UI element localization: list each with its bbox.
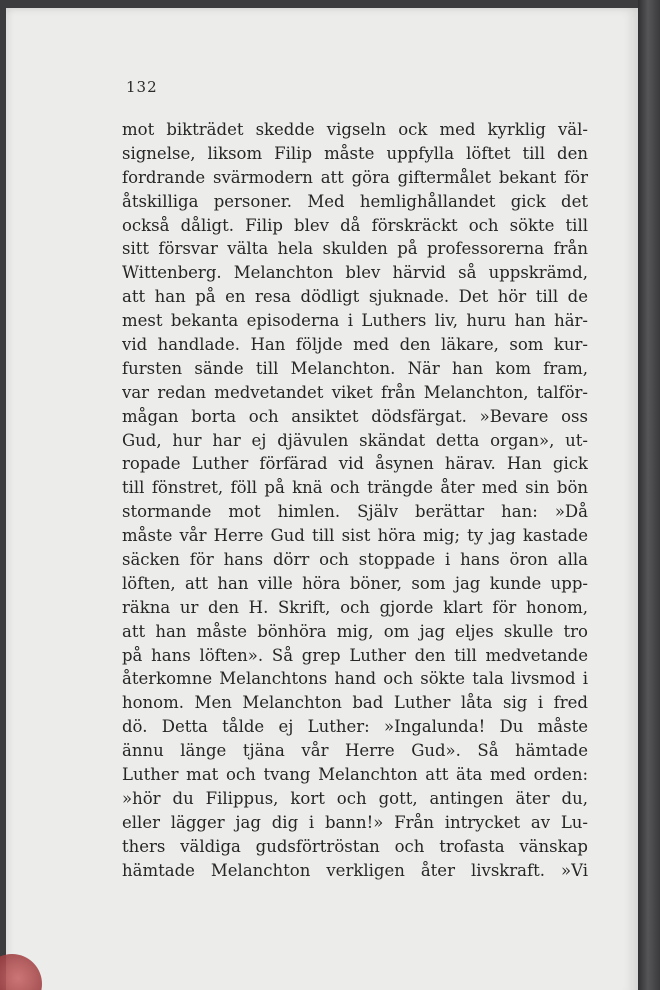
paper-page xyxy=(6,8,638,990)
text-line: thers väldiga gudsförtröstan och trofasta vänskap xyxy=(122,836,588,856)
text-line: dö. Detta tålde ej Luther: »Ingalunda! Du måste xyxy=(122,717,588,737)
text-line: signelse, liksom Filip måste uppfylla löftet till den xyxy=(122,143,588,163)
text-line: vid handlade. Han följde med den läkare, som kur- xyxy=(122,335,588,355)
text-line: stormande mot himlen. Själv berättar han: »Då xyxy=(122,502,588,522)
text-line: på hans löften». Så grep Luther den till medvetande xyxy=(122,645,588,665)
text-line: fordrande svärmodern att göra giftermålet bekant för xyxy=(122,167,588,187)
book-spine-edge xyxy=(638,0,660,990)
text-line: också dåligt. Filip blev då förskräckt och sökte till xyxy=(122,215,588,235)
text-line: säcken för hans dörr och stoppade i hans öron alla xyxy=(122,550,588,570)
body-text xyxy=(122,118,588,883)
text-line: löften, att han ville höra böner, som jag kunde upp- xyxy=(122,573,588,593)
text-line: hämtade Melanchton verkligen åter livskraft. »Vi xyxy=(122,860,588,880)
text-line: till fönstret, föll på knä och trängde åter med sin bön xyxy=(122,478,588,498)
text-line: honom. Men Melanchton bad Luther låta sig i fred xyxy=(122,693,588,713)
text-line: ännu länge tjäna vår Herre Gud». Så hämtade xyxy=(122,741,588,761)
text-line: måste vår Herre Gud till sist höra mig; ty jag kastade xyxy=(122,526,588,546)
text-line: mågan borta och ansiktet dödsfärgat. »Bevare oss xyxy=(122,406,588,426)
text-line: fursten sände till Melanchton. När han kom fram, xyxy=(122,358,588,378)
text-line: eller lägger jag dig i bann!» Från intrycket av Lu- xyxy=(122,812,588,832)
page-number: 132 xyxy=(126,78,158,96)
text-line: att han på en resa dödligt sjuknade. Det hör till de xyxy=(122,287,588,307)
text-line: Wittenberg. Melanchton blev härvid så uppskrämd, xyxy=(122,263,588,283)
text-line: ropade Luther förfärad vid åsynen härav. Han gick xyxy=(122,454,588,474)
text-line: var redan medvetandet viket från Melanchton, talför- xyxy=(122,382,588,402)
text-line: sitt försvar välta hela skulden på professorerna från xyxy=(122,239,588,259)
text-line: räkna ur den H. Skrift, och gjorde klart för honom, xyxy=(122,597,588,617)
text-line: att han måste bönhöra mig, om jag eljes skulle tro xyxy=(122,621,588,641)
text-line: Luther mat och tvang Melanchton att äta med orden: xyxy=(122,765,588,785)
text-line: mot bikträdet skedde vigseln ock med kyrklig väl- xyxy=(122,120,588,139)
text-line: Gud, hur har ej djävulen skändat detta organ», ut- xyxy=(122,430,588,450)
text-line: åtskilliga personer. Med hemlighållandet gick det xyxy=(122,191,588,211)
text-line: återkomne Melanchtons hand och sökte tala livsmod i xyxy=(122,669,588,689)
text-line: mest bekanta episoderna i Luthers liv, huru han här- xyxy=(122,311,588,331)
text-line: »hör du Filippus, kort och gott, antingen äter du, xyxy=(122,788,588,808)
